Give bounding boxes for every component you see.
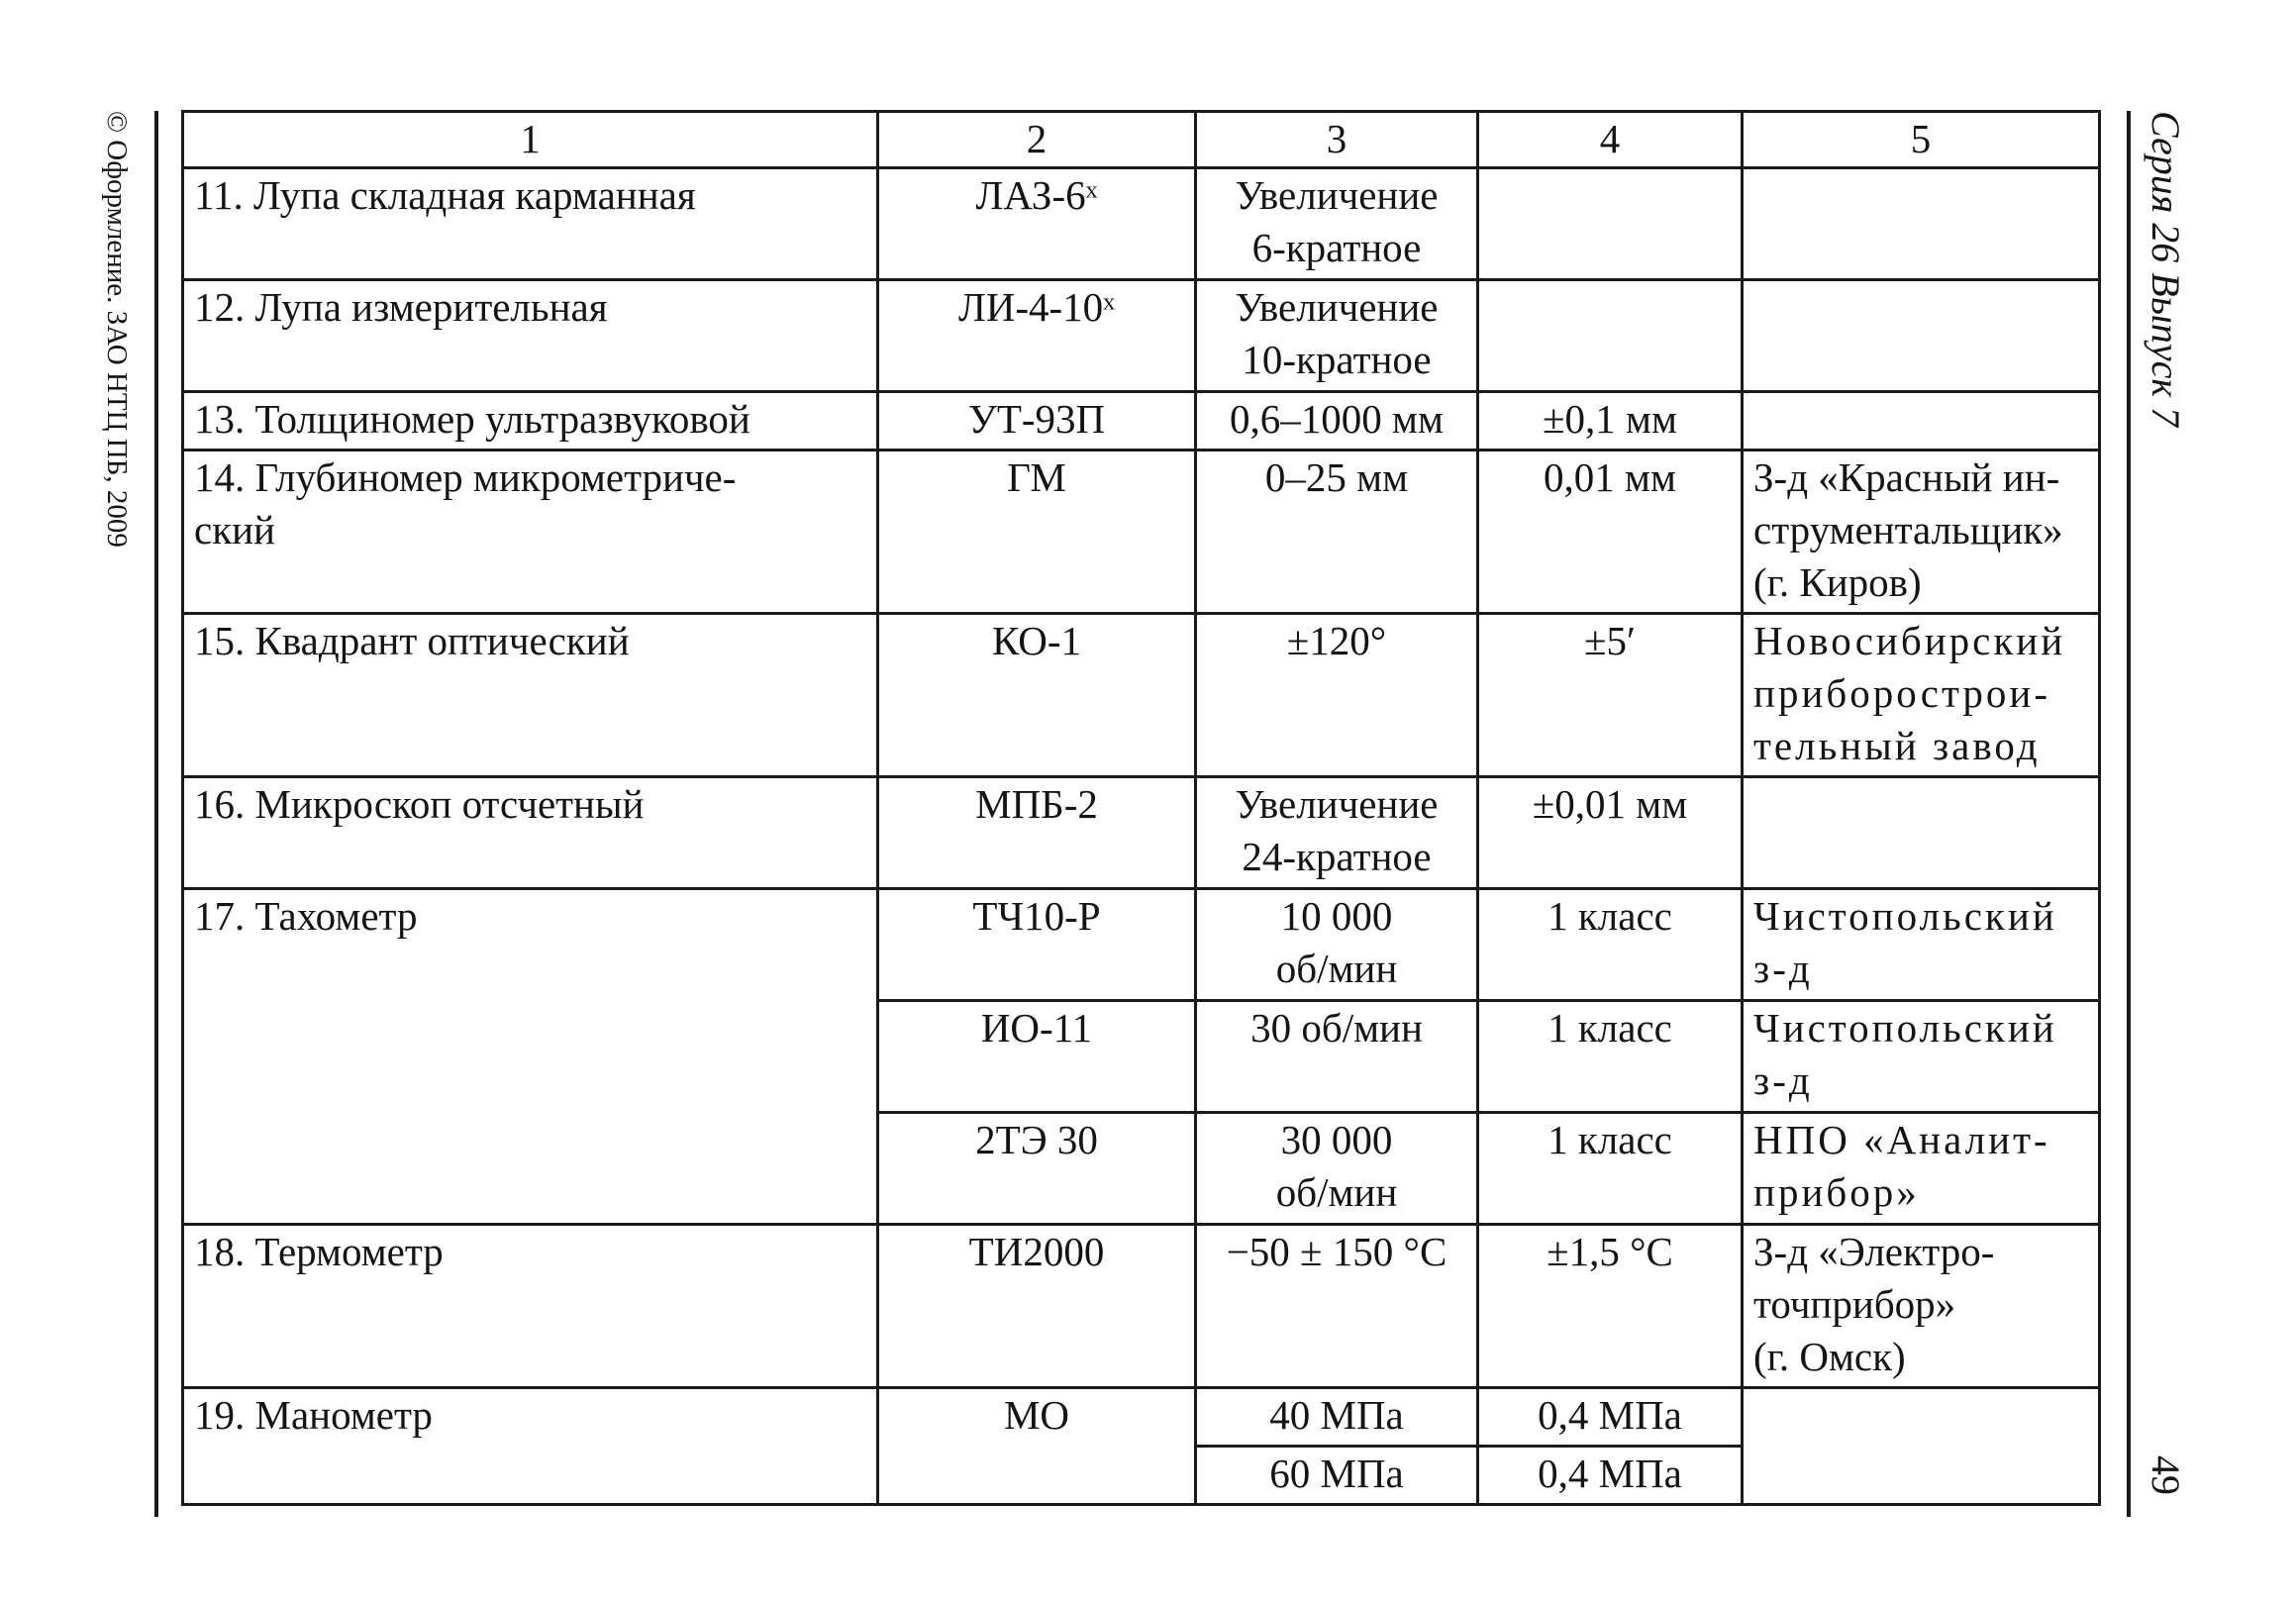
measurement-range: 30 об/мин — [1196, 1001, 1478, 1113]
range-line-1: 30 000 — [1280, 1117, 1393, 1162]
measurement-range — [1196, 1113, 1478, 1225]
accuracy: ±5′ — [1478, 614, 1743, 777]
accuracy — [1478, 280, 1743, 392]
page-number: 49 — [2144, 1455, 2188, 1495]
measurement-range: 60 МПа — [1196, 1447, 1478, 1505]
maker-line-1: З-д «Красный ин- — [1753, 454, 2060, 500]
device-model: ТИ2000 — [878, 1225, 1196, 1388]
table-row — [183, 168, 2100, 280]
manufacturer — [1743, 168, 2100, 280]
measurement-range — [1196, 889, 1478, 1001]
device-model: МПБ-2 — [878, 777, 1196, 889]
device-name: 12. Лупа измерительная — [183, 280, 878, 392]
device-name: 16. Микроскоп отсчетный — [183, 777, 878, 889]
header-col-5: 5 — [1743, 112, 2100, 168]
maker-line-2: точприбор» — [1753, 1281, 1956, 1327]
left-vertical-rule — [154, 111, 158, 1517]
device-model: ЛИ-4-10ˣ — [878, 280, 1196, 392]
device-name: 17. Тахометр — [183, 889, 878, 1225]
device-model: КО-1 — [878, 614, 1196, 777]
device-model: ГМ — [878, 451, 1196, 614]
header-col-1: 1 — [183, 112, 878, 168]
manufacturer — [1743, 1001, 2100, 1113]
accuracy: 0,4 МПа — [1478, 1447, 1743, 1505]
table-row — [183, 392, 2100, 451]
manufacturer — [1743, 280, 2100, 392]
name-line-1: 14. Глубиномер микрометриче- — [194, 454, 737, 500]
device-model: МО — [878, 1388, 1196, 1505]
range-line-1: Увеличение — [1235, 284, 1439, 330]
range-line-1: Увеличение — [1235, 781, 1439, 827]
manufacturer — [1743, 1388, 2100, 1505]
copyright-note: © Оформление. ЗАО НТЦ ПБ, 2009 — [101, 111, 133, 548]
accuracy: 1 класс — [1478, 1113, 1743, 1225]
device-name — [183, 451, 878, 614]
range-line-2: об/мин — [1275, 1169, 1398, 1215]
range-line-2: об/мин — [1275, 946, 1398, 991]
equipment-table — [181, 110, 2101, 1506]
maker-line-3: (г. Омск) — [1753, 1334, 1906, 1379]
measurement-range — [1196, 280, 1478, 392]
maker-line-2: з-д — [1753, 1057, 1813, 1103]
measurement-range: 0–25 мм — [1196, 451, 1478, 614]
maker-line-1: Новосибирский — [1753, 618, 2066, 663]
measurement-range: 0,6–1000 мм — [1196, 392, 1478, 451]
header-col-3: 3 — [1196, 112, 1478, 168]
maker-line-2: струментальщик» — [1753, 507, 2063, 552]
table-header-row — [183, 112, 2100, 168]
maker-line-2: з-д — [1753, 946, 1813, 991]
device-name: 11. Лупа складная карманная — [183, 168, 878, 280]
range-line-1: Увеличение — [1235, 172, 1439, 218]
range-line-2: 10-кратное — [1242, 337, 1432, 382]
manufacturer — [1743, 1225, 2100, 1388]
device-name: 15. Квадрант оптический — [183, 614, 878, 777]
manufacturer — [1743, 614, 2100, 777]
maker-line-1: З-д «Электро- — [1753, 1229, 1995, 1274]
table-row — [183, 614, 2100, 777]
measurement-range — [1196, 777, 1478, 889]
accuracy: 1 класс — [1478, 1001, 1743, 1113]
accuracy: 0,4 МПа — [1478, 1388, 1743, 1447]
accuracy: 0,01 мм — [1478, 451, 1743, 614]
name-line-2: ский — [194, 507, 275, 552]
accuracy: ±0,1 мм — [1478, 392, 1743, 451]
measurement-range: ±120° — [1196, 614, 1478, 777]
device-model: ЛАЗ-6ˣ — [878, 168, 1196, 280]
table-row — [183, 1388, 2100, 1447]
maker-line-1: Чистопольский — [1753, 1005, 2057, 1051]
measurement-range: 40 МПа — [1196, 1388, 1478, 1447]
device-name: 19. Манометр — [183, 1388, 878, 1505]
manufacturer — [1743, 1113, 2100, 1225]
header-col-2: 2 — [878, 112, 1196, 168]
maker-line-2: приборострои- — [1753, 670, 2050, 716]
device-model: УТ-93П — [878, 392, 1196, 451]
table-row — [183, 777, 2100, 889]
header-col-4: 4 — [1478, 112, 1743, 168]
manufacturer — [1743, 392, 2100, 451]
device-model: 2ТЭ 30 — [878, 1113, 1196, 1225]
table-row — [183, 889, 2100, 1001]
manufacturer — [1743, 889, 2100, 1001]
measurement-range — [1196, 168, 1478, 280]
manufacturer — [1743, 777, 2100, 889]
maker-line-3: (г. Киров) — [1753, 559, 1922, 605]
measurement-range: −50 ± 150 °С — [1196, 1225, 1478, 1388]
maker-line-1: Чистопольский — [1753, 893, 2057, 939]
table-row — [183, 451, 2100, 614]
accuracy: ±1,5 °С — [1478, 1225, 1743, 1388]
device-name: 13. Толщиномер ультразвуковой — [183, 392, 878, 451]
device-model: ИО-11 — [878, 1001, 1196, 1113]
accuracy: ±0,01 мм — [1478, 777, 1743, 889]
maker-line-1: НПО «Аналит- — [1753, 1117, 2050, 1162]
right-vertical-rule — [2127, 111, 2131, 1517]
range-line-1: 10 000 — [1280, 893, 1393, 939]
device-model: ТЧ10-Р — [878, 889, 1196, 1001]
left-margin — [101, 111, 157, 1517]
accuracy — [1478, 168, 1743, 280]
range-line-2: 24-кратное — [1242, 834, 1432, 879]
manufacturer — [1743, 451, 2100, 614]
table-row — [183, 280, 2100, 392]
range-line-2: 6-кратное — [1251, 225, 1422, 270]
accuracy: 1 класс — [1478, 889, 1743, 1001]
maker-line-2: прибор» — [1753, 1169, 1920, 1215]
maker-line-3: тельный завод — [1753, 723, 2041, 768]
device-name: 18. Термометр — [183, 1225, 878, 1388]
table-row — [183, 1225, 2100, 1388]
series-label: Серия 26 Выпуск 7 — [2144, 111, 2188, 428]
